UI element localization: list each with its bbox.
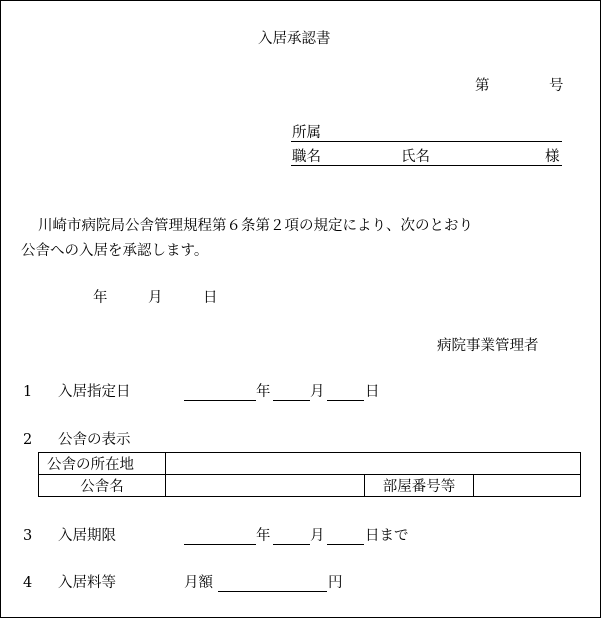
item3-day-blank [327,544,364,545]
name-label: 氏名 [401,149,430,165]
position-label: 職名 [292,149,321,165]
item4-monthly: 月額 [184,575,213,591]
issuer: 病院事業管理者 [437,338,539,354]
item1-day: 日 [365,384,380,400]
location-label-cell [39,453,166,475]
item3-month: 月 [310,528,325,544]
date-year: 年 [93,290,108,306]
document-title: 入居承認書 [258,31,331,47]
housing-name-label-cell [39,475,166,497]
body-text-line1: 川崎市病院局公舎管理規程第６条第２項の規定により、次のとおり [38,218,473,234]
honorific: 様 [545,149,560,165]
table-row [39,453,581,475]
housing-table [38,452,581,497]
item3-month-blank [273,544,310,545]
item4-amount-blank [218,591,327,592]
item3-day-until: 日まで [365,528,409,544]
location-value-cell [166,453,581,475]
item1-year-blank [184,400,256,401]
position-name-underline [291,165,562,166]
item2-label: 公舎の表示 [58,432,131,448]
table-row [39,475,581,497]
item1-year: 年 [256,384,271,400]
item1-label: 入居指定日 [58,384,131,400]
item4-label: 入居料等 [58,575,116,591]
item3-label: 入居期限 [58,528,116,544]
room-label-cell [365,475,474,497]
item1-number: 1 [23,384,33,400]
housing-name-label: 公舎名 [80,479,124,495]
item1-month-blank [273,400,310,401]
item3-year: 年 [256,528,271,544]
affiliation-label: 所属 [292,125,321,141]
item4-yen: 円 [328,575,343,591]
housing-name-value-cell [166,475,365,497]
number-suffix: 号 [549,78,564,94]
date-day: 日 [203,290,218,306]
number-prefix: 第 [475,78,490,94]
item3-year-blank [184,544,256,545]
room-label: 部屋番号等 [382,479,456,495]
location-label: 公舎の所在地 [47,457,134,473]
item2-number: 2 [23,432,33,448]
item4-number: 4 [23,575,33,591]
affiliation-underline [291,141,562,142]
item1-month: 月 [310,384,325,400]
item1-day-blank [327,400,364,401]
body-text-line2: 公舎への入居を承認します。 [21,243,209,259]
date-month: 月 [148,290,163,306]
room-value-cell [474,475,581,497]
item3-number: 3 [23,528,33,544]
